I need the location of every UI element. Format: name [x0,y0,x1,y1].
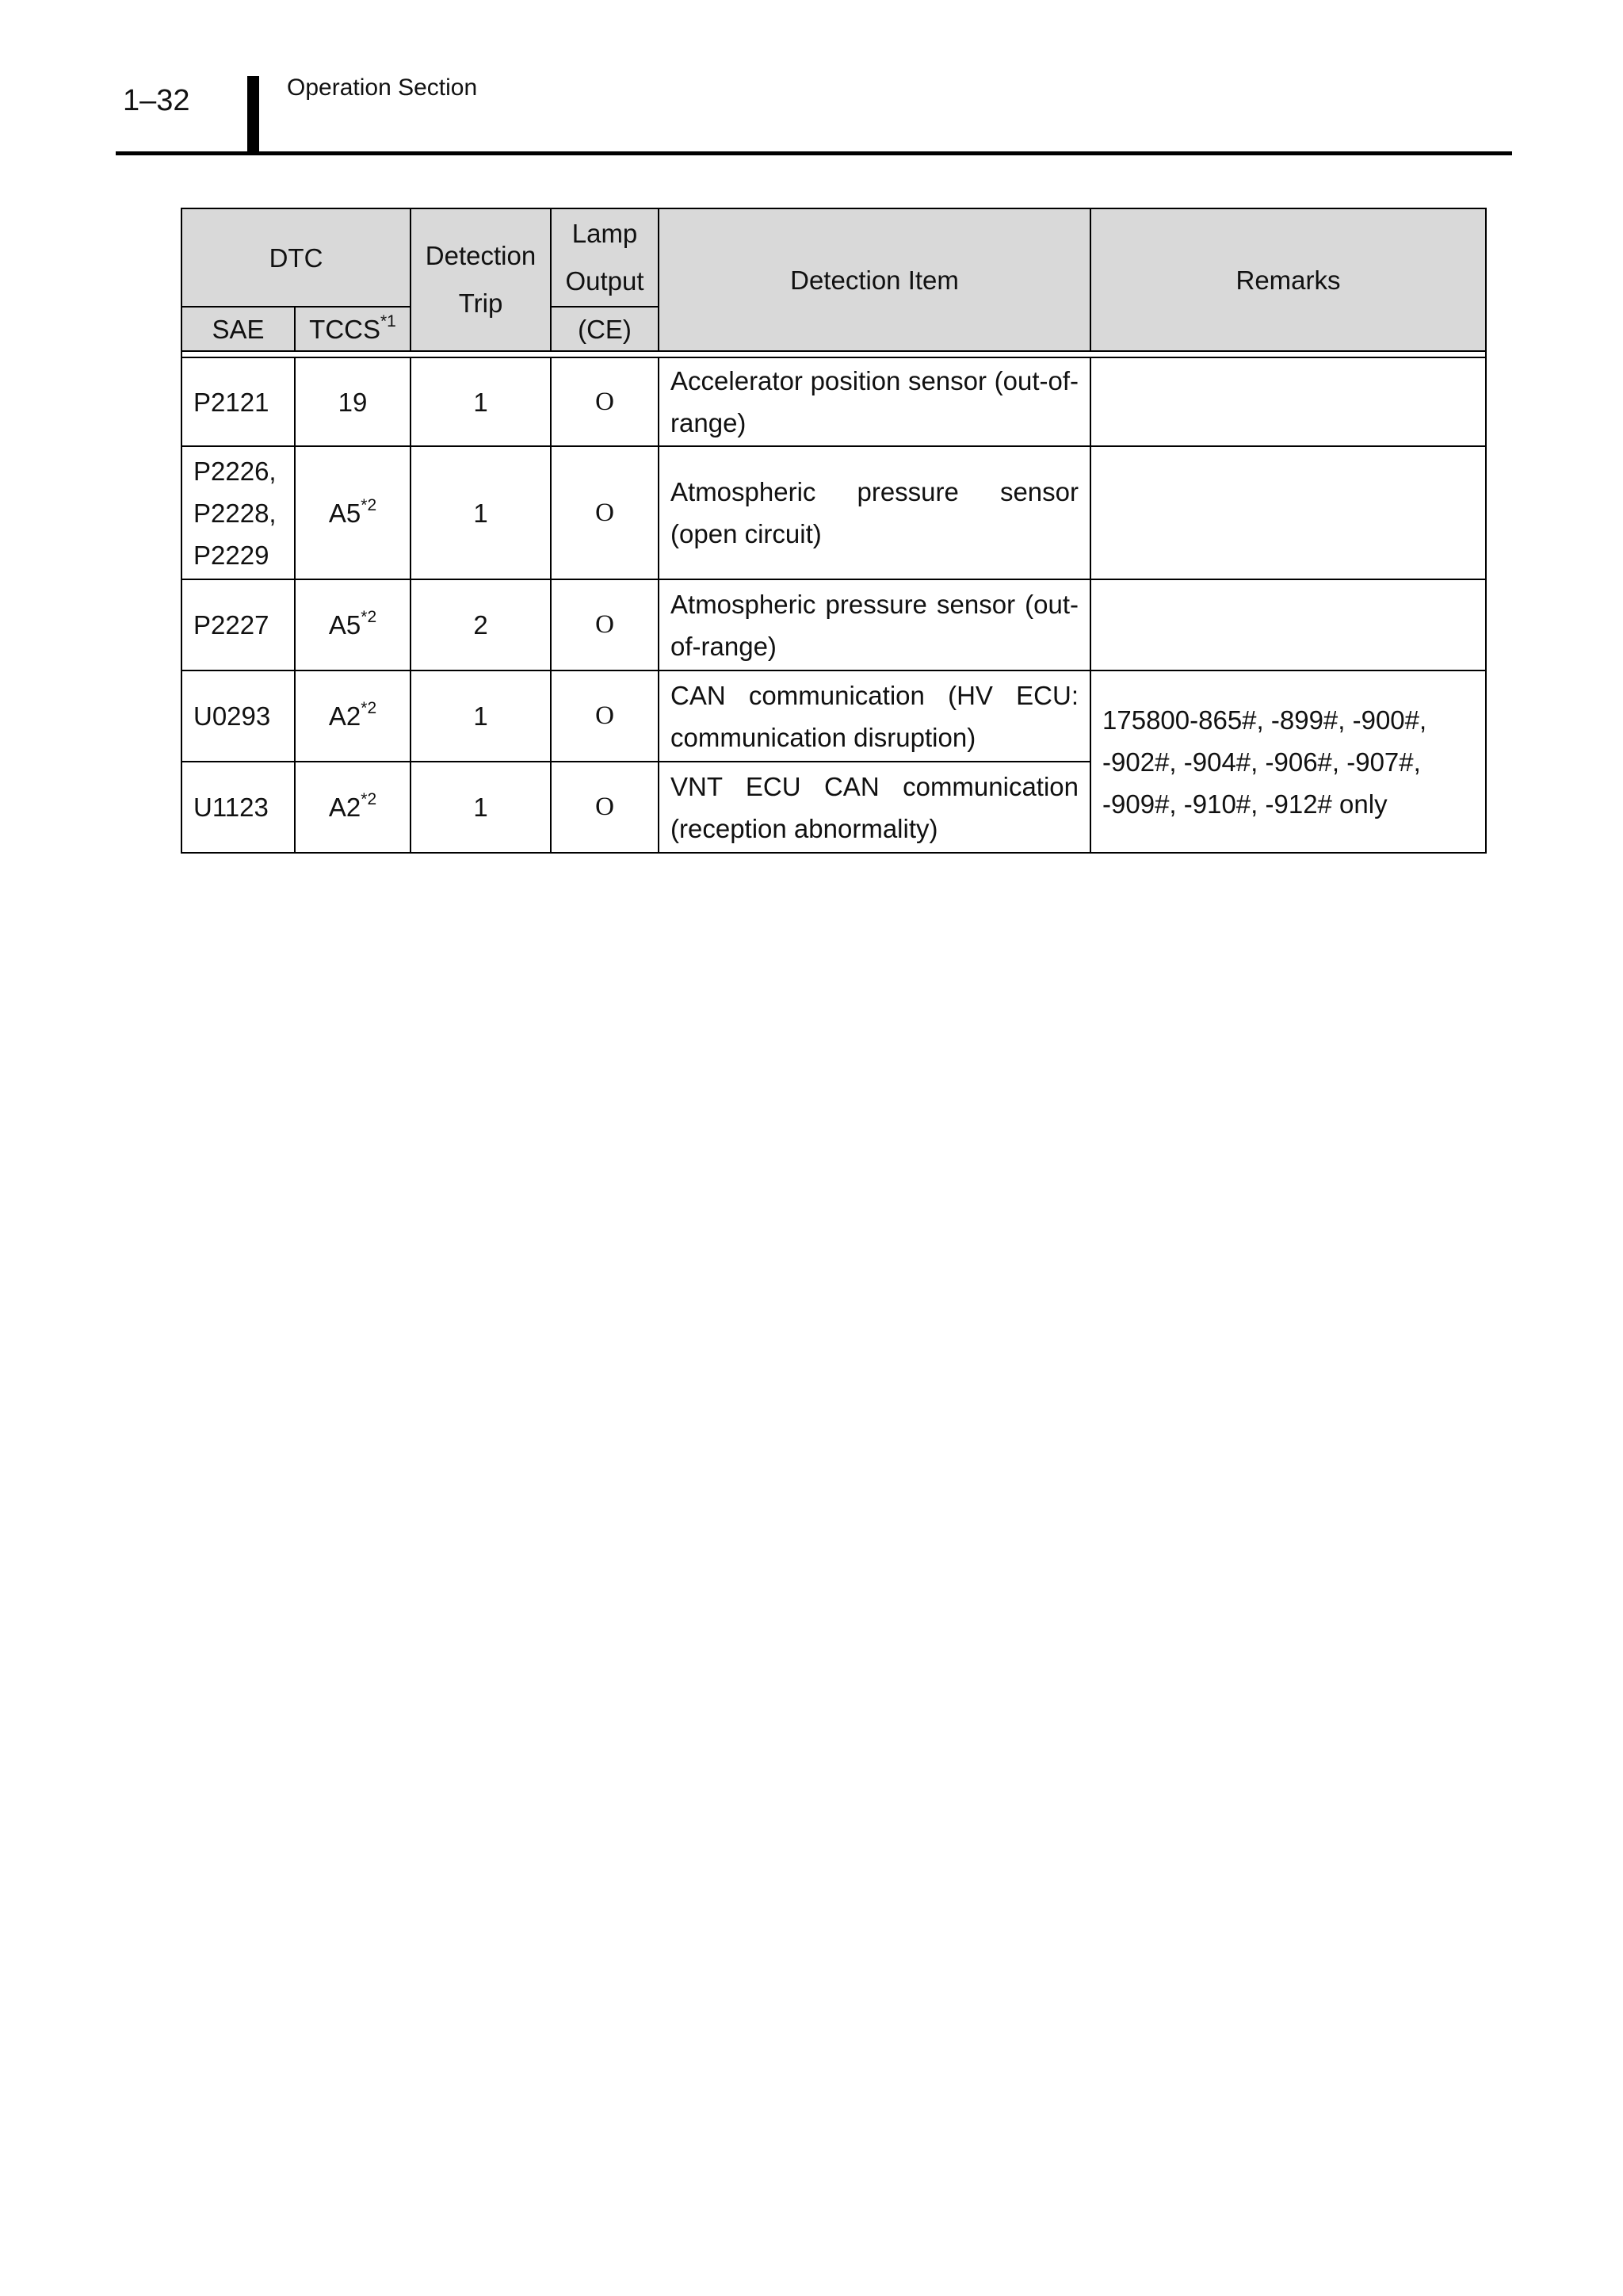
tccs-code: A2$^{*2}$ [295,670,411,762]
header-remarks: Remarks [1090,208,1486,351]
remarks [1090,579,1486,670]
remarks [1090,446,1486,579]
table-row [181,446,1486,579]
page-number: 1–32 [123,84,190,117]
table-row [181,357,1486,446]
lamp-output-mark: O [551,670,659,762]
table-row [181,579,1486,670]
lamp-output-mark: O [551,446,659,579]
sae-code: U0293 [181,670,295,762]
detection-item: CAN communication (HV ECU: communication disruption) [659,670,1090,762]
detection-item: Atmospheric pressure sensor (out-of-range) [659,579,1090,670]
detection-trip: 1 [411,762,551,853]
sae-code: U1123 [181,762,295,853]
tccs-code: 19 [295,357,411,446]
detection-trip: 1 [411,357,551,446]
detection-item: Accelerator position sensor (out-of-range) [659,357,1090,446]
detection-trip: 1 [411,446,551,579]
dtc-table [181,208,1487,854]
table-row [181,670,1486,762]
header-lamp-output: Lamp Output [551,208,659,307]
sae-code: P2121 [181,357,295,446]
detection-trip: 2 [411,579,551,670]
detection-trip: 1 [411,670,551,762]
header-detection-trip: Detection Trip [411,208,551,351]
header-bar [247,76,259,154]
header-dtc: DTC [181,208,411,307]
remarks: 175800-865#, -899#, -900#, -902#, -904#, -906#, -907#, -909#, -910#, -912# only [1090,670,1486,853]
header-separator [181,351,1486,357]
tccs-code: A5$^{*2}$ [295,579,411,670]
detection-item: Atmospheric pressure sensor (open circuit) [659,446,1090,579]
sae-code: P2227 [181,579,295,670]
remarks [1090,357,1486,446]
lamp-output-mark: O [551,762,659,853]
header-tccs: TCCS$^{*1}$ [295,307,411,351]
sae-code: P2226, P2228, P2229 [181,446,295,579]
header-rule [116,151,1512,155]
header-sae: SAE [181,307,295,351]
tccs-code: A5$^{*2}$ [295,446,411,579]
tccs-code: A2$^{*2}$ [295,762,411,853]
detection-item: VNT ECU CAN communication (reception abnormality) [659,762,1090,853]
section-title: Operation Section [287,74,478,101]
lamp-output-mark: O [551,357,659,446]
header-detection-item: Detection Item [659,208,1090,351]
header-lamp-ce: (CE) [551,307,659,351]
lamp-output-mark: O [551,579,659,670]
